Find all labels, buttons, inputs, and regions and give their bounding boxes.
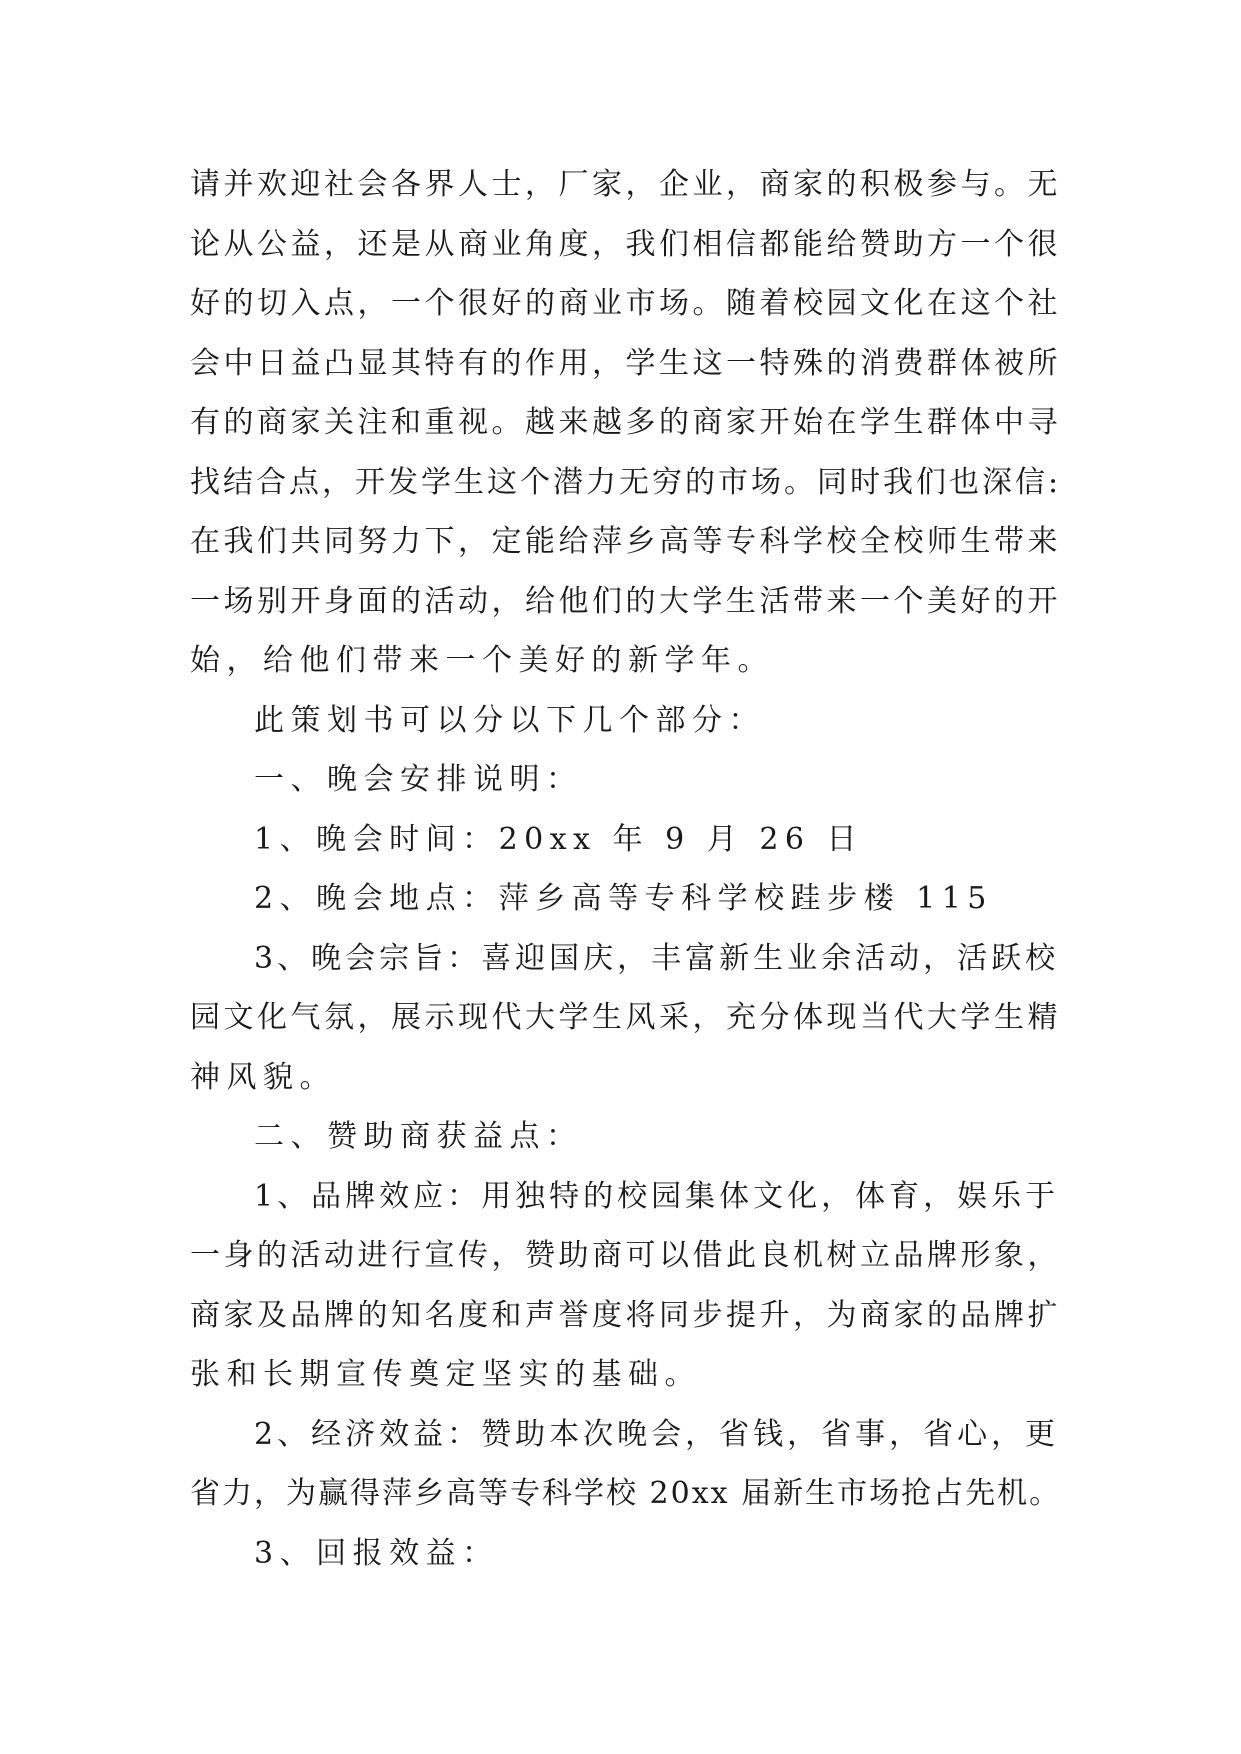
text-line: 二、赞助商获益点： bbox=[254, 1119, 583, 1154]
text-line: 2、经济效益：赞助本次晚会，省钱，省事，省心，更 bbox=[254, 1416, 1060, 1452]
text-line: 始，给他们带来一个美好的新学年。 bbox=[190, 643, 774, 678]
text-line: 会中日益凸显其特有的作用，学生这一特殊的消费群体被所 bbox=[190, 345, 1061, 381]
text-line: 一、晚会安排说明： bbox=[254, 762, 583, 797]
text-line: 3、回报效益： bbox=[254, 1535, 499, 1571]
text-line: 找结合点，开发学生这个潜力无穷的市场。同时我们也深信: bbox=[190, 464, 1062, 500]
text-line: 神风貌。 bbox=[190, 1059, 336, 1095]
text-line: 一身的活动进行宣传，赞助商可以借此良机树立品牌形象， bbox=[190, 1238, 1061, 1273]
text-line: 园文化气氛，展示现代大学生风采，充分体现当代大学生精 bbox=[190, 1000, 1061, 1035]
text-line: 1、品牌效应：用独特的校园集体文化，体育，娱乐于 bbox=[254, 1178, 1060, 1214]
text-line: 张和长期宣传奠定坚实的基础。 bbox=[190, 1357, 701, 1392]
text-line: 一场别开身面的活动，给他们的大学生活带来一个美好的开 bbox=[190, 583, 1061, 619]
text-line: 2、晚会地点：萍乡高等专科学校跬步楼 115 bbox=[254, 881, 993, 916]
text-line: 此策划书可以分以下几个部分： bbox=[254, 702, 765, 738]
text-line: 商家及品牌的知名度和声誉度将同步提升，为商家的品牌扩 bbox=[190, 1297, 1061, 1333]
text-line: 请并欢迎社会各界人士，厂家，企业，商家的积极参与。无 bbox=[190, 167, 1061, 202]
text-line: 好的切入点，一个很好的商业市场。随着校园文化在这个社 bbox=[190, 286, 1061, 321]
text-line: 论从公益，还是从商业角度，我们相信都能给赞助方一个很 bbox=[190, 226, 1061, 262]
text-line: 省力，为赢得萍乡高等专科学校 20xx 届新生市场抢占先机。 bbox=[190, 1476, 1062, 1511]
text-line: 1、晚会时间：20xx 年 9 月 26 日 bbox=[254, 821, 864, 857]
text-line: 在我们共同努力下，定能给萍乡高等专科学校全校师生带来 bbox=[190, 524, 1061, 559]
text-line: 有的商家关注和重视。越来越多的商家开始在学生群体中寻 bbox=[190, 405, 1061, 440]
document-body bbox=[190, 155, 1070, 1583]
text-line: 3、晚会宗旨：喜迎国庆，丰富新生业余活动，活跃校 bbox=[254, 940, 1060, 976]
